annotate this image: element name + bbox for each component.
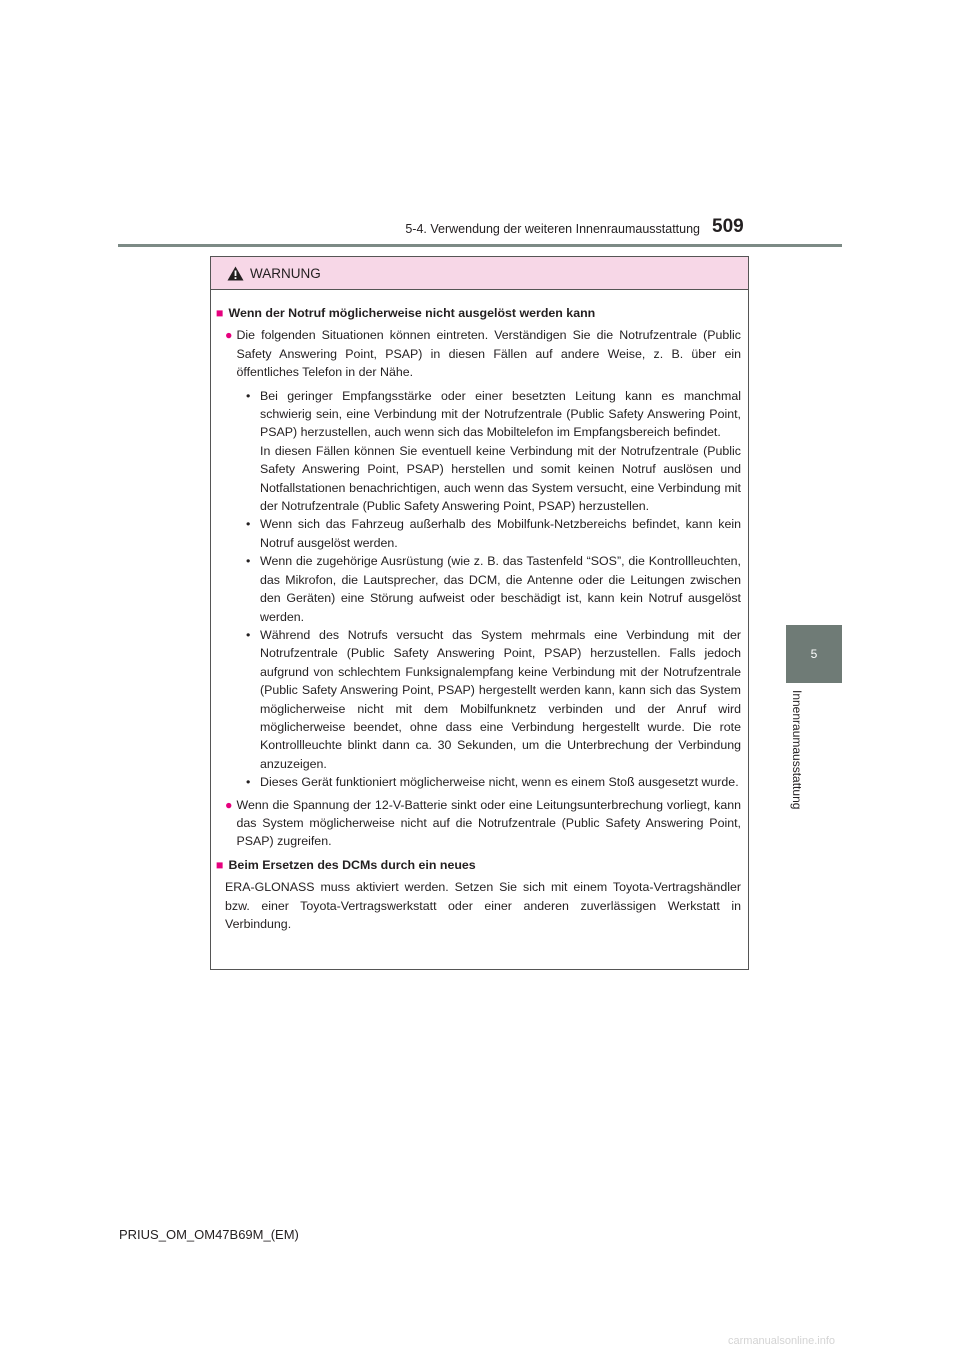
sub-list <box>216 387 741 792</box>
sub-list-text: Während des Notrufs versucht das System mehrmals eine Verbindung mit der Notrufzentrale (Public Safety Answering Point, PSAP) herzustellen. Falls jedoch aufgrund von schlechtem Funksignalempfang keine Verbindung mit der Notrufzentrale (Public Safety Answering Point, PSAP) hergestellt werden kann, kann sich das System möglicherweise nicht mit dem Mobilfunknetz verbinden und der Anruf wird möglicherweise beendet, ohne dass eine Verbindung hergestellt wurde. Die rote Kontrollleuchte blinkt dann ca. 30 Sekunden, um die Unterbrechung der Verbindung anzuzeigen. <box>260 627 741 771</box>
section-heading-text: Wenn der Notruf möglicherweise nicht ausgelöst werden kann <box>228 306 596 320</box>
warning-triangle-icon <box>227 266 244 281</box>
dot-marker-icon: • <box>246 627 251 642</box>
sub-list-item <box>246 387 741 442</box>
dot-marker-icon: • <box>246 388 251 403</box>
sub-list-item <box>246 773 741 791</box>
list-item <box>216 326 741 381</box>
chapter-tab[interactable] <box>786 625 842 683</box>
list-item-text: Wenn die Spannung der 12-V-Batterie sinkt oder eine Leitungsunterbrechung vorliegt, kann das System möglicherweise nicht auf die Notrufzentrale (Public Safety Answering Point, PSAP) zugreifen. <box>236 797 741 849</box>
sub-list-indent <box>246 442 260 516</box>
sub-list-text: Bei geringer Empfangsstärke oder einer besetzten Leitung kann es manchmal schwierig sein, eine Verbindung mit der Notrufzentrale (Public Safety Answering Point, PSAP) herzustellen, auch wenn sich das Mobiltelefon im Empfangsbereich befindet. <box>260 388 741 440</box>
document-code: PRIUS_OM_OM47B69M_(EM) <box>119 1227 299 1242</box>
section-title: 5-4. Verwendung der weiteren Innenraumausstattung <box>405 222 700 236</box>
dot-marker-icon: • <box>246 517 251 532</box>
sub-list-item <box>246 442 741 516</box>
page-number: 509 <box>712 216 744 237</box>
sub-list-text: Wenn die zugehörige Ausrüstung (wie z. B. das Tastenfeld “SOS”, die Kontrollleuchten, das Mikrofon, die Lautsprecher, das DCM, die Antenne oder die Leitungen zwischen den Geräten) eine Störung aufweist oder beschädigt ist, kann kein Notruf ausgelöst werden. <box>260 554 741 624</box>
dot-marker-icon: • <box>246 554 251 569</box>
warning-title: WARNUNG <box>250 265 321 281</box>
section-heading <box>216 856 741 874</box>
paragraph: ERA-GLONASS muss aktiviert werden. Setzen Sie sich mit einem Toyota-Vertragshändler bzw. einer Toyota-Vertragswerkstatt oder einer anderen zuverlässigen Werkstatt in Verbindung. <box>225 880 741 931</box>
watermark[interactable]: carmanualsonline.info <box>728 1335 836 1347</box>
circle-bullet-icon: ● <box>225 328 233 343</box>
square-bullet-icon: ■ <box>216 857 224 872</box>
chapter-number: 5 <box>810 647 818 661</box>
list-item-text: Die folgenden Situationen können eintreten. Verständigen Sie die Notrufzentrale (Public Safety Answering Point, PSAP) in diesen Fällen auf andere Weise, z. B. über ein öffentliches Telefon in der Nähe. <box>236 328 741 380</box>
warning-header <box>211 257 748 290</box>
section-heading <box>216 304 741 322</box>
dot-marker-icon: • <box>246 775 251 790</box>
sub-list-text: Wenn sich das Fahrzeug außerhalb des Mobilfunk-Netzbereichs befindet, kann kein Notruf ausgelöst werden. <box>260 517 741 550</box>
circle-bullet-icon: ● <box>225 797 233 812</box>
header-divider <box>118 244 842 247</box>
list-item <box>216 796 741 851</box>
sub-list-item <box>246 515 741 552</box>
sub-list-item <box>246 626 741 773</box>
warning-box <box>210 256 749 970</box>
warning-body <box>211 290 748 933</box>
sub-list-text: Dieses Gerät funktioniert möglicherweise nicht, wenn es einem Stoß ausgesetzt wurde. <box>260 775 739 790</box>
sub-list-item <box>246 552 741 626</box>
sub-list-text: In diesen Fällen können Sie eventuell keine Verbindung mit der Notrufzentrale (Public Safety Answering Point, PSAP) herstellen und somit keinen Notruf auslösen und Notfallstationen benachrichtigen, auch wenn das System versucht, eine Verbindung mit der Notrufzentrale (Public Safety Answering Point, PSAP) herzustellen. <box>260 443 741 514</box>
square-bullet-icon: ■ <box>216 306 224 320</box>
chapter-label: Innenraumausstattung <box>790 690 804 810</box>
section-heading-text: Beim Ersetzen des DCMs durch ein neues <box>228 857 476 872</box>
